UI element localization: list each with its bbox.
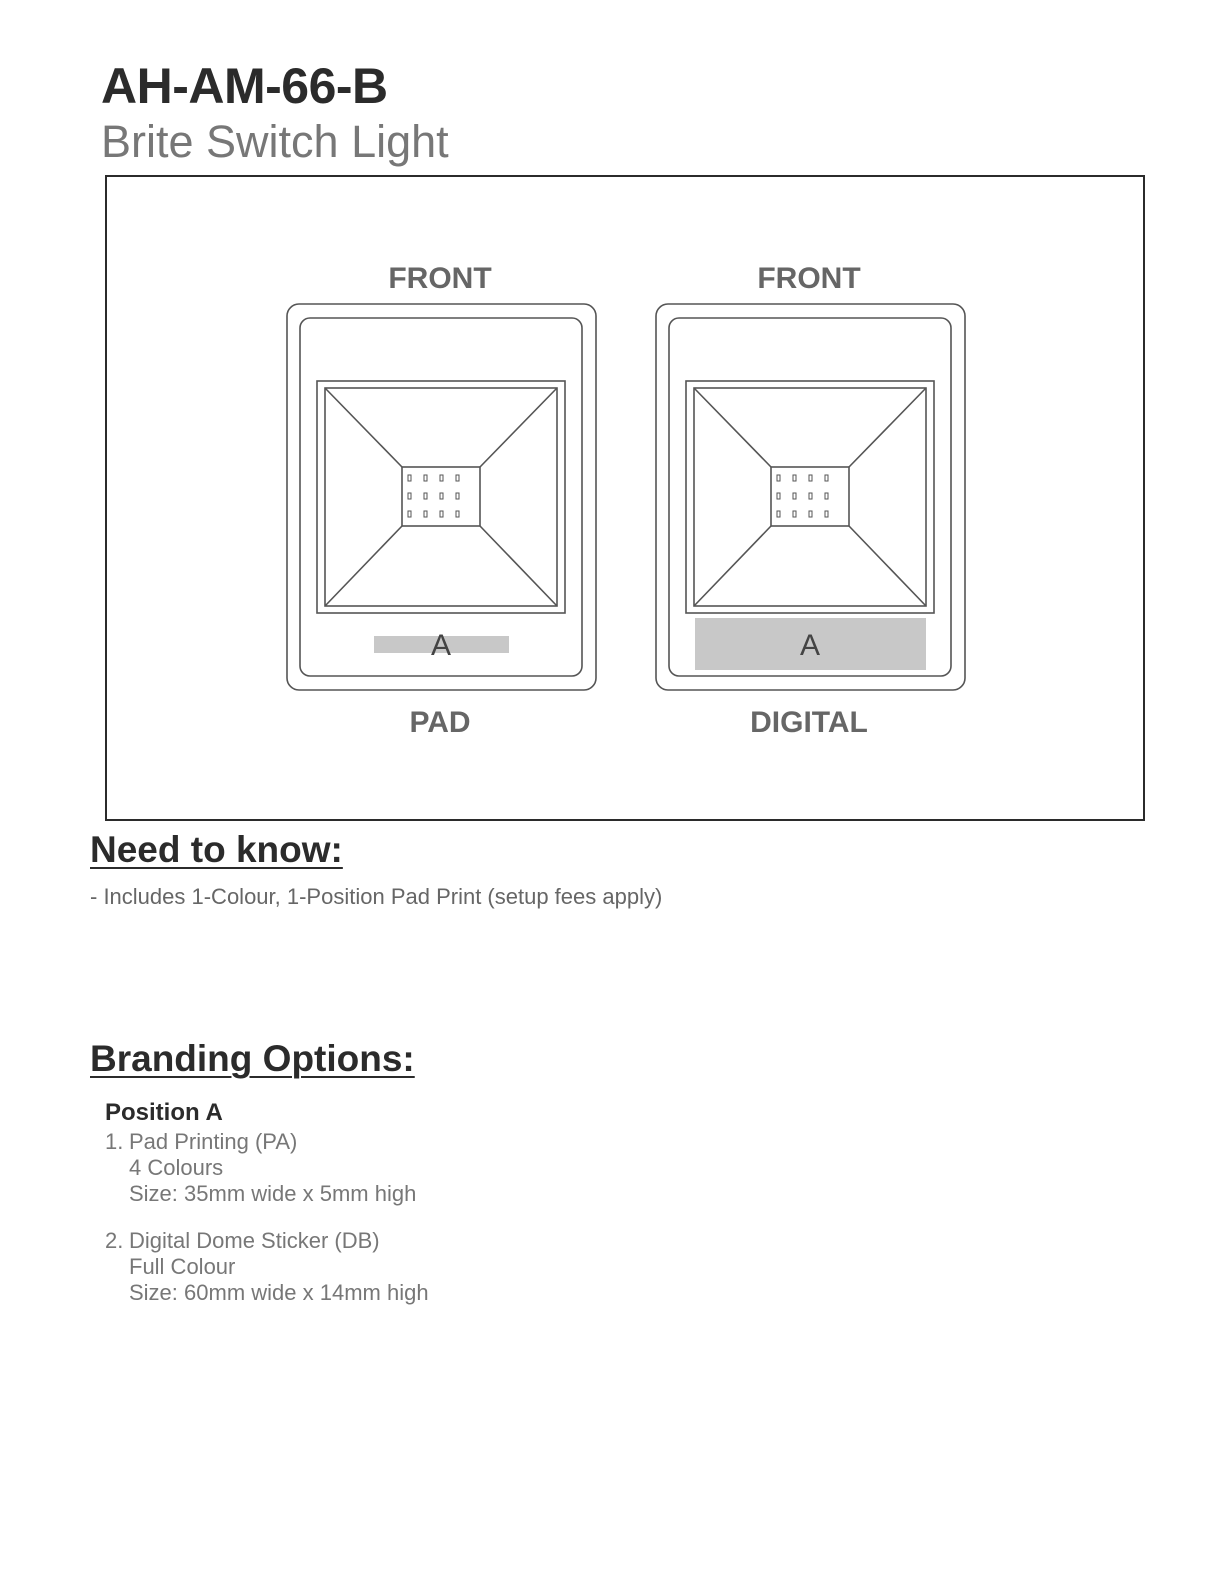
position-title: Position A bbox=[105, 1099, 223, 1126]
option-size: Size: 35mm wide x 5mm high bbox=[129, 1181, 417, 1206]
product-diagram bbox=[107, 177, 1143, 819]
panel-bevel-line bbox=[325, 388, 402, 467]
light-panel-outer bbox=[317, 381, 565, 613]
product-drawing bbox=[105, 175, 1145, 821]
option-number: 2. bbox=[105, 1228, 124, 1253]
option-colours: Full Colour bbox=[129, 1254, 236, 1279]
light-panel-inner bbox=[694, 388, 926, 606]
branding-option bbox=[105, 1228, 429, 1306]
panel-bevel-line bbox=[694, 526, 771, 606]
print-position-label: A bbox=[430, 629, 452, 662]
panel-bevel-line bbox=[694, 388, 771, 467]
device-inner-frame bbox=[300, 318, 582, 676]
option-size: Size: 60mm wide x 14mm high bbox=[129, 1280, 429, 1305]
branding-option bbox=[105, 1129, 416, 1207]
option-name: Digital Dome Sticker (DB) bbox=[129, 1228, 380, 1253]
view-bottom-label: PAD bbox=[409, 706, 471, 739]
option-colours: 4 Colours bbox=[129, 1155, 224, 1180]
view-top-label: FRONT bbox=[388, 262, 492, 295]
option-name: Pad Printing (PA) bbox=[129, 1129, 298, 1154]
led-dots bbox=[408, 475, 459, 517]
view-top-label: FRONT bbox=[757, 262, 861, 295]
panel-bevel-line bbox=[480, 388, 557, 467]
option-number: 1. bbox=[105, 1129, 124, 1154]
light-panel-inner bbox=[325, 388, 557, 606]
panel-bevel-line bbox=[325, 526, 402, 606]
product-name: Brite Switch Light bbox=[101, 116, 449, 167]
product-code: AH-AM-66-B bbox=[101, 58, 388, 114]
need-to-know-item: - Includes 1-Colour, 1-Position Pad Print (setup fees apply) bbox=[90, 884, 663, 909]
light-panel-outer bbox=[686, 381, 934, 613]
panel-bevel-line bbox=[849, 388, 926, 467]
panel-bevel-line bbox=[480, 526, 557, 606]
front-view-digital bbox=[656, 262, 965, 739]
view-bottom-label: DIGITAL bbox=[750, 706, 868, 739]
print-position-label: A bbox=[799, 629, 821, 662]
branding-options-heading: Branding Options: bbox=[90, 1038, 415, 1079]
led-dots bbox=[777, 475, 828, 517]
front-view-pad bbox=[287, 262, 596, 739]
need-to-know-heading: Need to know: bbox=[90, 829, 343, 870]
option-name-line bbox=[105, 1228, 429, 1254]
option-name-line bbox=[105, 1129, 416, 1155]
panel-bevel-line bbox=[849, 526, 926, 606]
